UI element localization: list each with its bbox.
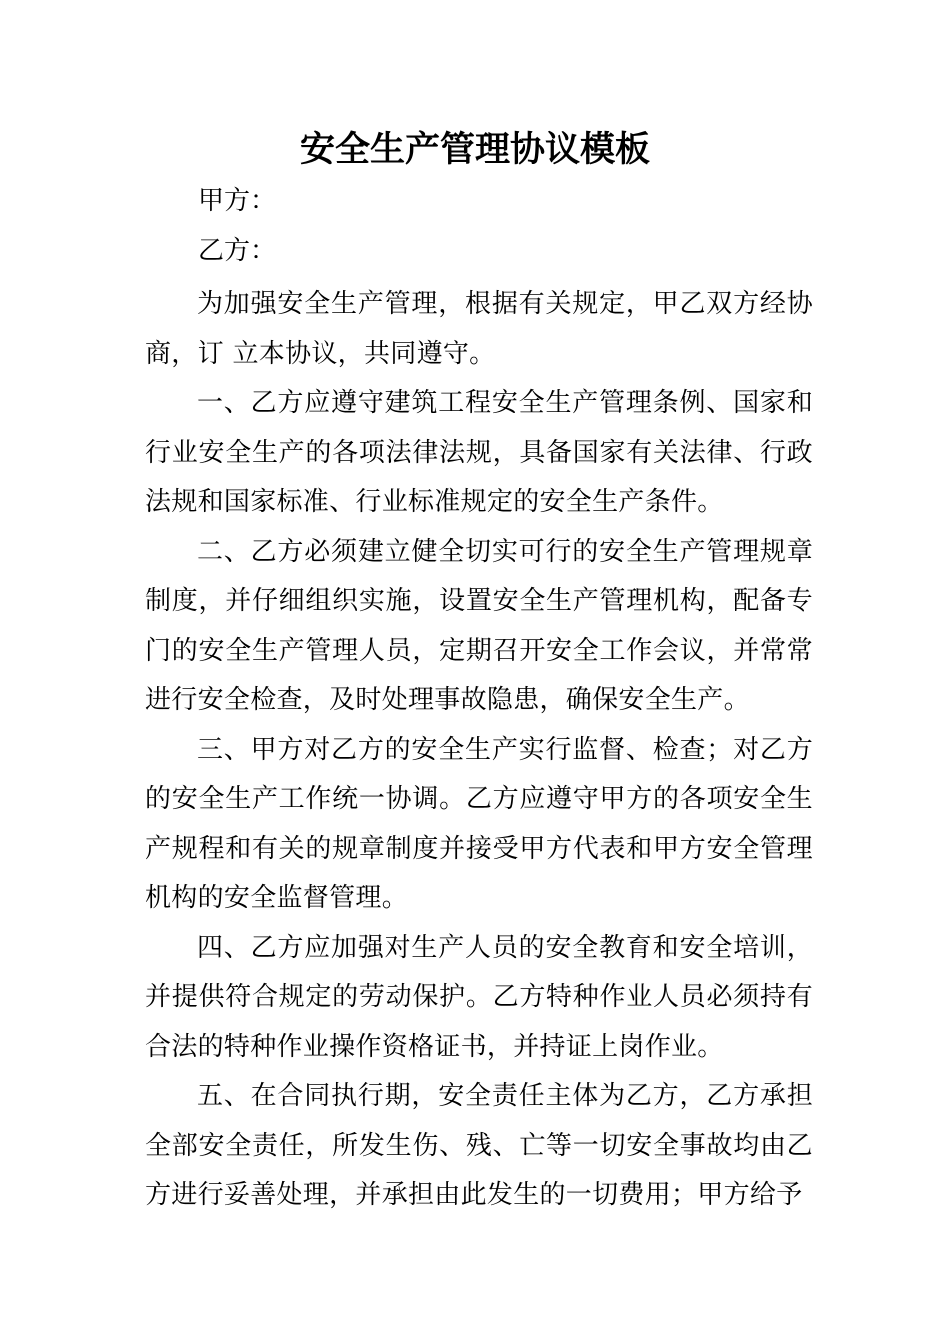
party-a-label: 甲方： <box>198 186 277 216</box>
party-b-label: 乙方： <box>198 236 277 266</box>
clause-1-paragraph: 一、乙方应遵守建筑工程安全生产管理条例、国家和行业安全生产的各项法律法规，具备国家有关法律、行政法规和国家标准、行业标准规定的安全生产条件。 <box>145 388 813 517</box>
clause-2-paragraph: 二、乙方必须建立健全切实可行的安全生产管理规章制度，并仔细组织实施，设置安全生产管理机构，配备专门的安全生产管理人员，定期召开安全工作会议，并常常进行安全检查，及时处理事故隐患，确保安全生产。 <box>145 536 813 715</box>
clause-4-paragraph: 四、乙方应加强对生产人员的安全教育和安全培训，并提供符合规定的劳动保护。乙方特种作业人员必须持有合法的特种作业操作资格证书，并持证上岗作业。 <box>145 932 813 1062</box>
clause-3-paragraph: 三、甲方对乙方的安全生产实行监督、检查；对乙方的安全生产工作统一协调。乙方应遵守甲方的各项安全生产规程和有关的规章制度并接受甲方代表和甲方安全管理机构的安全监督管理。 <box>145 734 813 913</box>
intro-paragraph: 为加强安全生产管理，根据有关规定，甲乙双方经协商，订 立本协议，共同遵守。 <box>145 289 813 369</box>
clause-5-paragraph: 五、在合同执行期，安全责任主体为乙方，乙方承担全部安全责任，所发生伤、残、亡等一切安全事故均由乙方进行妥善处理，并承担由此发生的一切费用；甲方给予 <box>145 1081 813 1210</box>
document-title: 安全生产管理协议模板 <box>299 130 650 170</box>
agreement-body <box>145 280 813 1221</box>
